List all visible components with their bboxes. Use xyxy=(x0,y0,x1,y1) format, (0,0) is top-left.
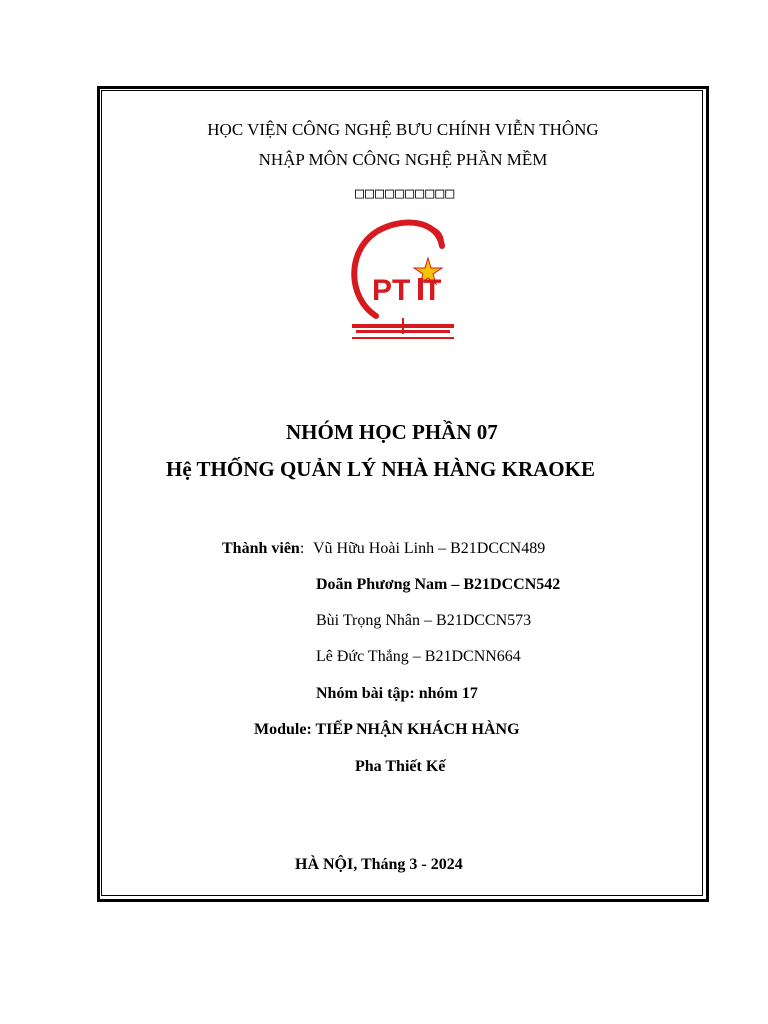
module-value: TIẾP NHẬN KHÁCH HÀNG xyxy=(315,721,520,738)
exercise-group-label: Nhóm bài tập: xyxy=(316,685,415,702)
member-4: Lê Đức Thắng – B21DCNN664 xyxy=(316,648,521,665)
svg-text:T: T xyxy=(423,274,442,307)
svg-text:PT: PT xyxy=(372,274,411,307)
exercise-group xyxy=(316,685,478,703)
project-title: Hệ THỐNG QUẢN LÝ NHÀ HÀNG KRAOKE xyxy=(166,457,595,481)
institution-name: HỌC VIỆN CÔNG NGHỆ BƯU CHÍNH VIỄN THÔNG xyxy=(207,120,599,139)
member-1: Vũ Hữu Hoài Linh – B21DCCN489 xyxy=(313,540,546,557)
ornament-line: □□□□□□□□□□ xyxy=(355,184,456,202)
ptit-logo-icon xyxy=(346,212,458,342)
ptit-logo xyxy=(346,212,458,342)
member-3: Bùi Trọng Nhân – B21DCCN573 xyxy=(316,612,532,629)
module-line xyxy=(254,721,520,739)
members-label-text: Thành viên xyxy=(222,540,300,557)
phase-line: Pha Thiết Kế xyxy=(355,758,446,775)
exercise-group-value: nhóm 17 xyxy=(418,685,478,702)
group-title: NHÓM HỌC PHẦN 07 xyxy=(286,420,498,444)
module-label: Module: xyxy=(254,721,312,738)
members-label xyxy=(222,540,304,558)
members-label-separator: : xyxy=(299,540,305,557)
course-name: NHẬP MÔN CÔNG NGHỆ PHẦN MỀM xyxy=(258,150,548,169)
place-date: HÀ NỘI, Tháng 3 - 2024 xyxy=(295,856,463,873)
member-2: Doãn Phương Nam – B21DCCN542 xyxy=(316,576,561,593)
